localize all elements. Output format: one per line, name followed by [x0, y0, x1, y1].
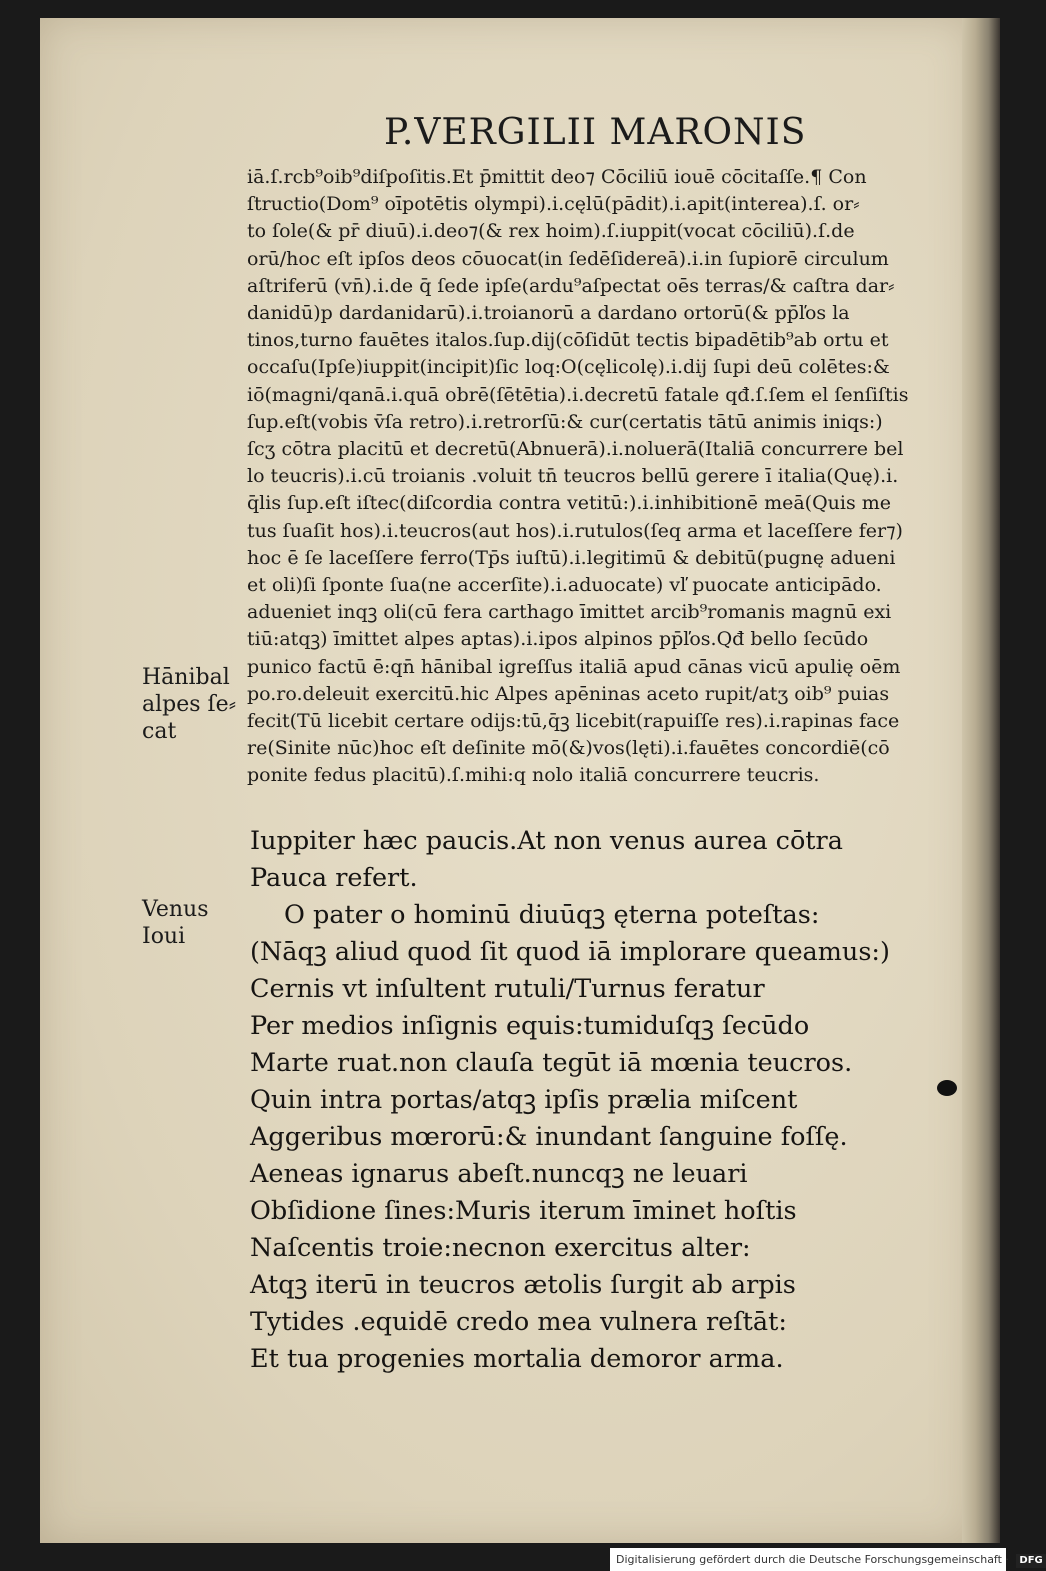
marginal-note-line: Venus: [142, 897, 209, 922]
commentary-line: lo teucris).i.cū troianis .voluit tn̄ teucros bellū gerere ī italia(Quę).i.: [247, 465, 899, 488]
verse-line: Marte ruat.non clauſa tegūt iā mœnia teucros.: [250, 1048, 853, 1078]
commentary-line: iō(magni/qanā.i.quā obrē(ſētētia).i.decretū fatale qđ.ſ.ſem el ſenſiſtis: [247, 383, 909, 406]
verse-line: (Nāqꝫ aliud quod ſit quod iā implorare queamus:): [250, 937, 890, 967]
verse-line: Iuppiter hæc paucis.At non venus aurea cōtra: [250, 826, 843, 856]
marginal-note-venus: [142, 896, 209, 950]
commentary-line: occaſu(Ipſe)iuppit(incipit)ſic loq:O(cęlicolę).i.dij ſupi deū colētes:&: [247, 356, 890, 379]
commentary-line: ſtructio(Dom⁹ oīpotētis olympi).i.cęlū(pādit).i.apit(interea).ſ. or⸗: [247, 193, 860, 216]
commentary-line: danidū)p dardanidarū).i.troianorū a dardano ortorū(& pp̄ľos la: [247, 302, 850, 325]
verse-line: Tytides .equidē credo mea vulnera reſtāt:: [250, 1307, 787, 1337]
verse-line: O pater o hominū diuūqꝫ ęterna poteſtas:: [284, 900, 820, 930]
commentary-line: fecit(Tū licebit certare odijs:tū,q̄ꝫ licebit(rapuiſſe res).i.rapinas face: [247, 710, 900, 733]
verse-line: Naſcentis troie:necnon exercitus alter:: [250, 1233, 751, 1263]
marginal-note-line: cat: [142, 719, 177, 744]
commentary-line: ſcʒ cōtra placitū et decretū(Abnuerā).i.noluerā(Italiā concurrere bel: [247, 438, 904, 461]
commentary-line: aſtriferū (vn̄).i.de q̄ ſede ipſe(ardu⁹aſpectat oēs terras/& caſtra dar⸗: [247, 274, 895, 297]
commentary-line: iā.ſ.rcb⁹oib⁹diſpoſitis.Et p̄mittit deo⁊ Cōciliū iouē cōcitaſſe.¶ Con: [247, 166, 867, 188]
commentary-line: q̄lis ſup.eſt iſtec(diſcordia contra vetitū:).i.inhibitionē meā(Quis me: [247, 492, 892, 515]
commentary-line: tiū:atqꝫ) īmittet alpes aptas).i.ipos alpinos pp̄ľos.Qđ bello ſecūdo: [247, 628, 869, 651]
commentary-line: po.ro.deleuit exercitū.hic Alpes apēninas aceto rupit/atʒ oib⁹ puias: [247, 682, 890, 705]
verse-line: Pauca refert.: [250, 863, 418, 893]
commentary-line: tinos,turno fauētes italos.ſup.dij(cōſidūt tectis bipadētib⁹ab ortu et: [247, 329, 889, 352]
commentary-line: hoc ē ſe laceſſere ferro(Tp̄s iuſtū).i.legitimū & debitū(pugnę adueni: [247, 546, 896, 569]
running-header: P.VERGILII MARONIS: [384, 112, 807, 153]
verse-line: Quin intra portas/atqꝫ ipſis prælia miſcent: [250, 1085, 798, 1115]
marginal-note-hannibal: [142, 664, 236, 745]
commentary-line: adueniet inqꝫ oli(cū fera carthago īmittet arcib⁹romanis magnū exi: [247, 601, 892, 624]
verse-line: Per medios inſignis equis:tumiduſqꝫ ſecūdo: [250, 1011, 810, 1041]
marginal-note-line: alpes ſe⸗: [142, 692, 237, 717]
digitization-credit: [610, 1548, 1043, 1571]
dfg-logo: DFG: [1016, 1554, 1045, 1568]
commentary-line: punico factū ē:qn̄ hānibal igreſſus italiā apud cānas vicū apulię oēm: [247, 655, 901, 678]
marginal-note-line: Hānibal: [142, 665, 230, 690]
commentary-block: [247, 164, 959, 790]
verse-line: Aeneas ignarus abeſt.nuncqꝫ ne leuari: [250, 1159, 748, 1189]
commentary-line: et oli)ſi ſponte ſua(ne accerſite).i.aduocate) vľ puocate anticipādo.: [247, 574, 882, 597]
book-spine-shadow: [962, 18, 1000, 1543]
verse-line: Et tua progenies mortalia demoror arma.: [250, 1344, 784, 1374]
credit-text: Digitalisierung gefördert durch die Deutsche Forschungsgemeinschaft ·: [616, 1553, 1009, 1566]
commentary-line: to ſole(& pr̄ diuū).i.deo⁊(& rex hoim).ſ.iuppit(vocat cōciliū).ſ.de: [247, 220, 855, 243]
verse-line: Aggeribus mœrorū:& inundant ſanguine foſſę.: [250, 1122, 848, 1152]
commentary-line: ſup.eſt(vobis v̄ſa retro).i.retrorſū:& cur(certatis tātū animis iniqs:): [247, 410, 883, 433]
verse-line: Obſidione ſines:Muris iterum īminet hoſtis: [250, 1196, 797, 1226]
commentary-line: re(Sinite nūc)hoc eſt deſinite mō(&)vos(lęti).i.fauētes concordiē(cō: [247, 737, 890, 760]
verse-block: [250, 823, 962, 1378]
commentary-line: orū/hoc eſt ipſos deos cōuocat(in ſedēſidereā).i.in ſupiorē circulum: [247, 247, 889, 270]
commentary-line: ponite fedus placitū).ſ.mihi:q nolo italiā concurrere teucris.: [247, 764, 820, 787]
marginal-note-line: Ioui: [142, 924, 186, 949]
verse-line: Atqꝫ iterū in teucros ætolis ſurgit ab arpis: [250, 1270, 796, 1300]
commentary-line: tus ſuaſit hos).i.teucros(aut hos).i.rutulos(ſeq arma et laceſſere fer⁊): [247, 519, 903, 542]
verse-line: Cernis vt inſultent rutuli/Turnus feratur: [250, 974, 765, 1004]
